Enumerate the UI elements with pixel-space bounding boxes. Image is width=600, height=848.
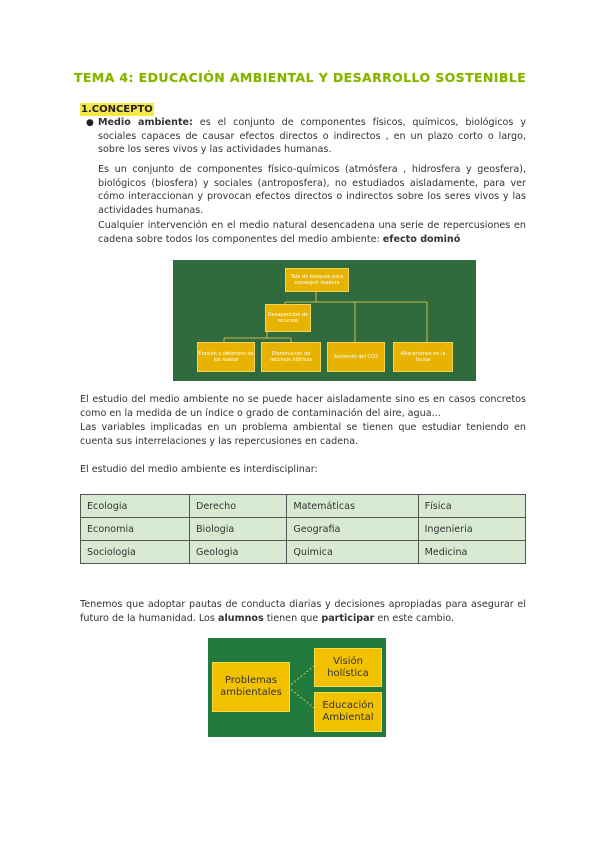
table-cell: Ingenieria [418,518,525,541]
education-diagram [208,638,386,737]
paragraph-pautas [80,598,526,625]
table-cell: Sociologia [81,541,190,564]
diagram-box-desaparicion: Desaparición de recursos [265,304,311,332]
bullet-paragraph [98,116,526,157]
table-cell: Biologia [189,518,286,541]
diagram-box-co2: Aumento del CO2 [327,342,385,372]
diagram2-box-vision: Visión holística [314,648,382,687]
bullet-icon: ● [86,118,94,128]
definition-text: es el conjunto de componentes físicos, químicos, biológicos y sociales capaces de causar efectos directos o indirectos , en un plazo corto o largo, sobre los seres vivos y las actividades humanas. [98,117,526,155]
table-cell: Geologia [189,541,286,564]
term-medio-ambiente: Medio ambiente: [98,117,193,128]
table-cell: Derecho [189,495,286,518]
paragraph-domino [98,219,526,246]
table-row [81,518,526,541]
diagram2-box-educacion: Educación Ambiental [314,692,382,732]
paragraph-estudio: El estudio del medio ambiente no se puede hacer aisladamente sino es en casos concretos como en la medida de un índice o grado de contaminación del aire, agua... [80,394,526,419]
diagram-box-tala: Tala de bosques para conseguir madera [285,268,349,292]
table-cell: Matemáticas [287,495,418,518]
paragraph-variables: Las variables implicadas en un problema ambiental se tienen que estudiar teniendo en cuenta sus interrelaciones y las repercusiones en cadena. [80,422,526,447]
table-cell: Ecologia [81,495,190,518]
table-cell: Medicina [418,541,525,564]
diagram-box-erosion: Erosión y deterioro de los suelos [197,342,255,372]
diagram2-box-problemas: Problemas ambientales [212,662,290,712]
domino-term: efecto dominó [382,233,461,245]
pautas-text-3: en este cambio. [374,612,455,624]
domino-text: Cualquier intervención en el medio natural desencadena una serie de repercusiones en cadena sobre todos los componentes del medio ambiente: [98,220,526,245]
page-title: TEMA 4: EDUCACIÓN AMBIENTAL Y DESARROLLO SOSTENIBLE [73,70,527,85]
pautas-text-2: tienen que [263,612,322,624]
disciplines-table [80,494,526,564]
table-cell: Geografia [287,518,418,541]
table-row [81,495,526,518]
domino-effect-diagram [173,260,476,381]
pautas-text: Tenemos que adoptar pautas de conducta diarias y decisiones apropiadas para asegurar el futuro de la humanidad. Los [80,599,526,624]
pautas-participar: participar [321,612,375,624]
diagram-box-hidricos: Disminución de recursos hídricos [261,342,321,372]
paragraph-components: Es un conjunto de componentes físico-químicos (atmósfera , hidrosfera y geosfera), biológicos (biosfera) y sociales (antroposfera), no estudiados aisladamente, para ver cómo interaccionan y provocan efectos directos o indirectos sobre los seres vivos y las actividades humanas. [98,164,526,216]
paragraph-interdisciplinar: El estudio del medio ambiente es interdisciplinar: [80,464,318,475]
table-cell: Quimica [287,541,418,564]
diagram-box-fauna: Alteraciones en la fauna [393,342,453,372]
pautas-alumnos: alumnos [217,612,264,624]
section-heading: 1.CONCEPTO [81,104,153,115]
table-cell: Física [418,495,525,518]
table-row [81,541,526,564]
table-cell: Economia [81,518,190,541]
